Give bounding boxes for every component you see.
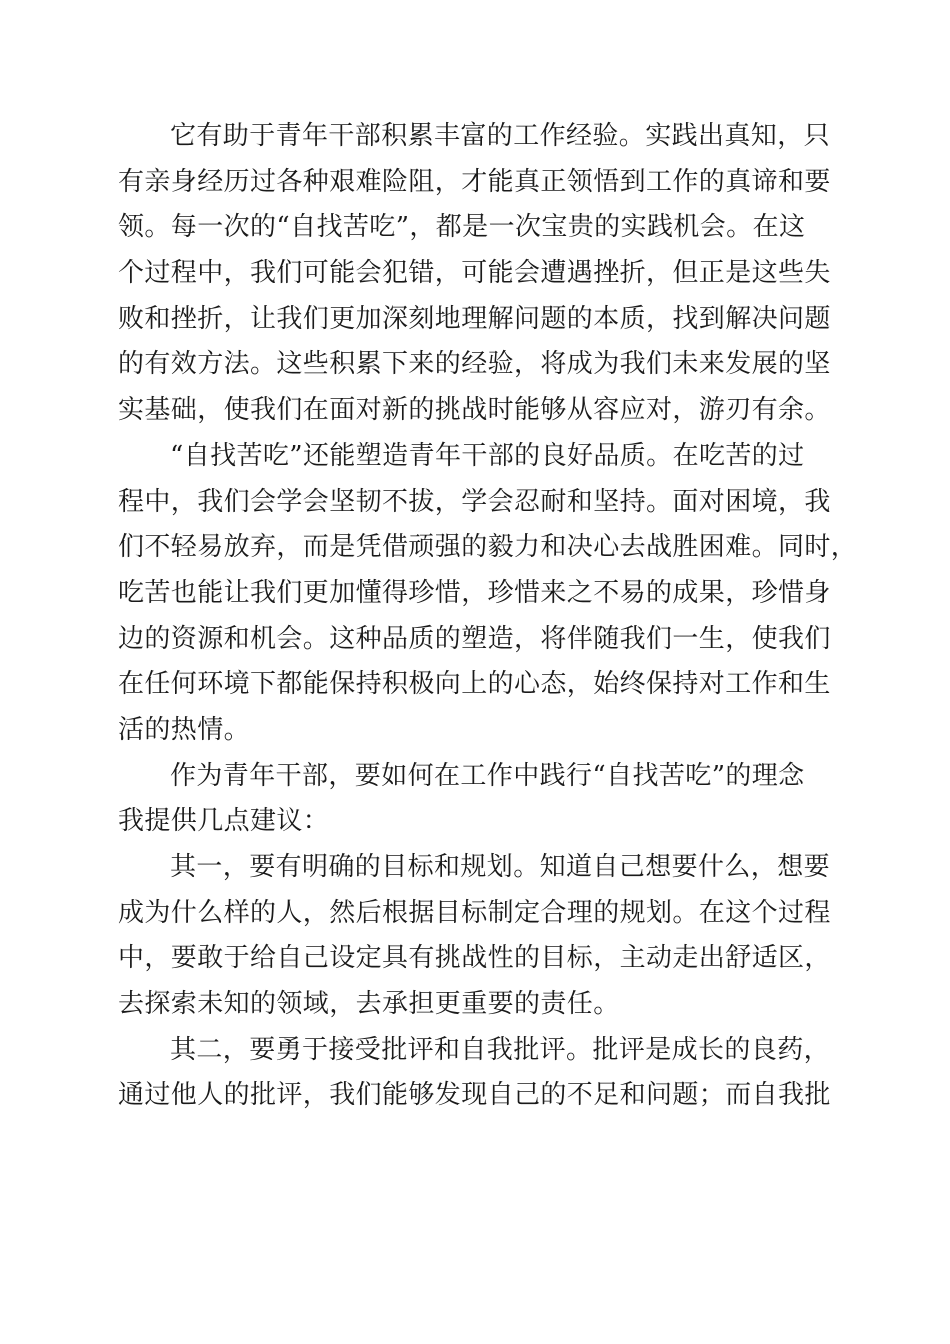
- paragraph: [118, 434, 858, 754]
- text-line: 领。每一次的“自找苦吃”，都是一次宝贵的实践机会。在这: [118, 212, 806, 243]
- text-line: 其一，要有明确的目标和规划。知道自己想要什么，想要: [170, 852, 831, 882]
- text-line: 它有助于青年干部积累丰富的工作经验。实践出真知，只: [170, 121, 831, 151]
- text-line: 通过他人的批评，我们能够发现自己的不足和问题；而自我批: [118, 1080, 831, 1111]
- text-line: 个过程中，我们可能会犯错，可能会遭遇挫折，但正是这些失: [118, 258, 831, 289]
- paragraph: [118, 1028, 830, 1119]
- text-line: 中，要敢于给自己设定具有挑战性的目标，主动走出舒适区，: [118, 943, 831, 974]
- text-line: 其二，要勇于接受批评和自我批评。批评是成长的良药，: [170, 1034, 831, 1065]
- text-line: 程中，我们会学会坚韧不拔，学会忍耐和坚持。面对困境，我: [118, 486, 831, 517]
- text-line: 实基础，使我们在面对新的挑战时能够从容应对，游刃有余。: [118, 395, 831, 426]
- text-line: 去探索未知的领域，去承担更重要的责任。: [118, 989, 620, 1020]
- text-line: 我提供几点建议：: [118, 806, 330, 837]
- document-body: [118, 114, 858, 1119]
- text-line: “自找苦吃”还能塑造青年干部的良好品质。在吃苦的过: [170, 440, 805, 471]
- paragraph: [118, 845, 830, 1028]
- text-line: 的有效方法。这些积累下来的经验，将成为我们未来发展的坚: [118, 349, 831, 380]
- text-line: 成为什么样的人，然后根据目标制定合理的规划。在这个过程: [118, 897, 831, 928]
- text-line: 败和挫折，让我们更加深刻地理解问题的本质，找到解决问题: [118, 303, 831, 334]
- text-line: 边的资源和机会。这种品质的塑造，将伴随我们一生，使我们: [118, 623, 831, 654]
- text-line: 作为青年干部，要如何在工作中践行“自找苦吃”的理念: [170, 760, 805, 791]
- text-line: 们不轻易放弃，而是凭借顽强的毅力和决心去战胜困难。同时，: [118, 532, 858, 563]
- text-line: 有亲身经历过各种艰难险阻，才能真正领悟到工作的真谛和要: [118, 166, 831, 197]
- text-line: 在任何环境下都能保持积极向上的心态，始终保持对工作和生: [118, 669, 831, 700]
- text-line: 活的热情。: [118, 714, 251, 745]
- paragraph: [118, 754, 830, 845]
- paragraph: [118, 114, 830, 434]
- text-line: 吃苦也能让我们更加懂得珍惜，珍惜来之不易的成果，珍惜身: [118, 577, 831, 608]
